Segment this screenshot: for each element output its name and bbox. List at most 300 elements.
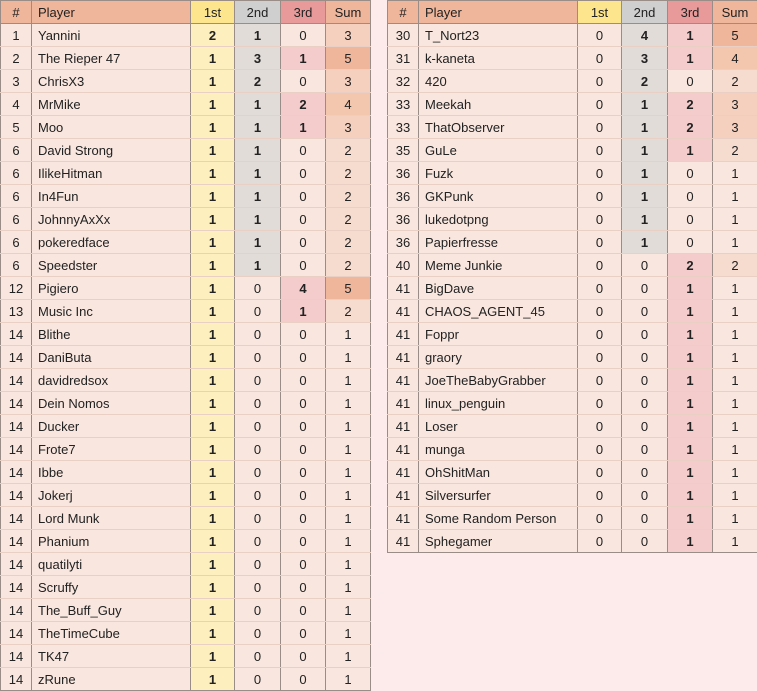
second-place-count-cell: 4 bbox=[622, 24, 668, 47]
first-place-count-cell: 0 bbox=[578, 369, 622, 392]
player-name-cell: OhShitMan bbox=[419, 461, 578, 484]
third-place-count-cell: 0 bbox=[281, 185, 326, 208]
rank-cell: 41 bbox=[388, 438, 419, 461]
second-place-count-cell: 1 bbox=[235, 185, 281, 208]
first-place-count-cell: 1 bbox=[191, 668, 235, 691]
first-place-count-cell: 1 bbox=[191, 530, 235, 553]
third-place-count-cell: 1 bbox=[668, 415, 713, 438]
player-name-cell: Some Random Person bbox=[419, 507, 578, 530]
sum-cell: 3 bbox=[326, 24, 371, 47]
table-row bbox=[1, 392, 371, 415]
first-place-count-cell: 1 bbox=[191, 461, 235, 484]
player-name-cell: Pigiero bbox=[32, 277, 191, 300]
player-name-cell: IlikeHitman bbox=[32, 162, 191, 185]
sum-header: Sum bbox=[713, 1, 757, 24]
second-place-count-cell: 1 bbox=[622, 231, 668, 254]
second-place-count-cell: 0 bbox=[622, 323, 668, 346]
player-name-cell: GKPunk bbox=[419, 185, 578, 208]
sum-cell: 5 bbox=[326, 47, 371, 70]
leaderboard-body-right bbox=[388, 24, 757, 553]
sum-cell: 2 bbox=[326, 231, 371, 254]
player-name-cell: Meekah bbox=[419, 93, 578, 116]
table-row bbox=[388, 231, 757, 254]
sum-cell: 2 bbox=[326, 162, 371, 185]
third-place-count-cell: 2 bbox=[668, 93, 713, 116]
second-place-count-cell: 1 bbox=[622, 162, 668, 185]
second-place-count-cell: 0 bbox=[235, 461, 281, 484]
table-row bbox=[1, 622, 371, 645]
third-place-count-cell: 1 bbox=[668, 530, 713, 553]
second-place-count-cell: 0 bbox=[622, 254, 668, 277]
third-place-count-cell: 1 bbox=[668, 277, 713, 300]
second-place-header: 2nd bbox=[235, 1, 281, 24]
second-place-count-cell: 0 bbox=[235, 622, 281, 645]
player-name-cell: munga bbox=[419, 438, 578, 461]
player-name-cell: zRune bbox=[32, 668, 191, 691]
rank-cell: 41 bbox=[388, 300, 419, 323]
rank-cell: 1 bbox=[1, 24, 32, 47]
sum-cell: 1 bbox=[713, 438, 757, 461]
table-row bbox=[388, 208, 757, 231]
sum-cell: 2 bbox=[713, 70, 757, 93]
first-place-count-cell: 0 bbox=[578, 438, 622, 461]
player-name-cell: graory bbox=[419, 346, 578, 369]
third-place-count-cell: 0 bbox=[281, 369, 326, 392]
table-row bbox=[1, 553, 371, 576]
rank-cell: 14 bbox=[1, 553, 32, 576]
player-name-cell: Loser bbox=[419, 415, 578, 438]
first-place-count-cell: 0 bbox=[578, 162, 622, 185]
sum-cell: 1 bbox=[326, 507, 371, 530]
third-place-count-cell: 0 bbox=[668, 185, 713, 208]
sum-cell: 1 bbox=[326, 461, 371, 484]
sum-cell: 2 bbox=[713, 254, 757, 277]
sum-cell: 3 bbox=[326, 116, 371, 139]
player-name-cell: DaniButa bbox=[32, 346, 191, 369]
table-row bbox=[388, 507, 757, 530]
table-row bbox=[388, 254, 757, 277]
player-name-cell: lukedotpng bbox=[419, 208, 578, 231]
third-place-header: 3rd bbox=[668, 1, 713, 24]
third-place-count-cell: 0 bbox=[281, 162, 326, 185]
third-place-count-cell: 0 bbox=[281, 231, 326, 254]
first-place-count-cell: 1 bbox=[191, 254, 235, 277]
rank-cell: 13 bbox=[1, 300, 32, 323]
second-place-count-cell: 1 bbox=[235, 162, 281, 185]
table-row bbox=[1, 24, 371, 47]
third-place-count-cell: 0 bbox=[281, 668, 326, 691]
table-row bbox=[1, 415, 371, 438]
sum-cell: 2 bbox=[713, 139, 757, 162]
sum-cell: 1 bbox=[326, 323, 371, 346]
first-place-count-cell: 1 bbox=[191, 599, 235, 622]
player-name-cell: davidredsox bbox=[32, 369, 191, 392]
table-row bbox=[388, 277, 757, 300]
first-place-count-cell: 0 bbox=[578, 185, 622, 208]
rank-cell: 41 bbox=[388, 369, 419, 392]
first-place-header: 1st bbox=[191, 1, 235, 24]
second-place-count-cell: 0 bbox=[235, 392, 281, 415]
rank-cell: 32 bbox=[388, 70, 419, 93]
first-place-count-cell: 1 bbox=[191, 346, 235, 369]
table-row bbox=[1, 254, 371, 277]
rank-cell: 2 bbox=[1, 47, 32, 70]
player-name-cell: Moo bbox=[32, 116, 191, 139]
table-row bbox=[1, 47, 371, 70]
rank-cell: 6 bbox=[1, 185, 32, 208]
player-name-cell: pokeredface bbox=[32, 231, 191, 254]
player-name-cell: ThatObserver bbox=[419, 116, 578, 139]
table-row bbox=[388, 484, 757, 507]
second-place-count-cell: 0 bbox=[622, 530, 668, 553]
leaderboard-table-right bbox=[387, 0, 757, 553]
third-place-count-cell: 4 bbox=[281, 277, 326, 300]
player-name-cell: Music Inc bbox=[32, 300, 191, 323]
table-row bbox=[1, 576, 371, 599]
first-place-count-cell: 1 bbox=[191, 369, 235, 392]
rank-cell: 14 bbox=[1, 484, 32, 507]
table-row bbox=[1, 438, 371, 461]
rank-cell: 41 bbox=[388, 392, 419, 415]
third-place-count-cell: 1 bbox=[668, 139, 713, 162]
second-place-count-cell: 0 bbox=[622, 346, 668, 369]
third-place-count-cell: 1 bbox=[668, 392, 713, 415]
rank-cell: 12 bbox=[1, 277, 32, 300]
table-row bbox=[1, 277, 371, 300]
sum-cell: 4 bbox=[326, 93, 371, 116]
sum-cell: 1 bbox=[326, 668, 371, 691]
second-place-count-cell: 0 bbox=[622, 461, 668, 484]
sum-cell: 1 bbox=[326, 599, 371, 622]
rank-header: # bbox=[388, 1, 419, 24]
first-place-count-cell: 2 bbox=[191, 24, 235, 47]
second-place-count-cell: 1 bbox=[622, 116, 668, 139]
rank-cell: 41 bbox=[388, 346, 419, 369]
player-name-cell: 420 bbox=[419, 70, 578, 93]
second-place-count-cell: 0 bbox=[622, 277, 668, 300]
third-place-count-cell: 0 bbox=[668, 208, 713, 231]
rank-cell: 40 bbox=[388, 254, 419, 277]
player-name-cell: ChrisX3 bbox=[32, 70, 191, 93]
rank-cell: 14 bbox=[1, 530, 32, 553]
player-name-cell: The Rieper 47 bbox=[32, 47, 191, 70]
second-place-count-cell: 3 bbox=[622, 47, 668, 70]
sum-cell: 1 bbox=[713, 346, 757, 369]
player-name-cell: Yannini bbox=[32, 24, 191, 47]
sum-cell: 1 bbox=[326, 553, 371, 576]
first-place-count-cell: 1 bbox=[191, 277, 235, 300]
third-place-count-cell: 1 bbox=[668, 47, 713, 70]
rank-cell: 36 bbox=[388, 208, 419, 231]
rank-cell: 31 bbox=[388, 47, 419, 70]
third-place-count-cell: 0 bbox=[281, 346, 326, 369]
rank-cell: 14 bbox=[1, 576, 32, 599]
third-place-count-cell: 2 bbox=[281, 93, 326, 116]
rank-cell: 33 bbox=[388, 116, 419, 139]
player-name-cell: Scruffy bbox=[32, 576, 191, 599]
first-place-count-cell: 1 bbox=[191, 70, 235, 93]
rank-cell: 5 bbox=[1, 116, 32, 139]
sum-cell: 1 bbox=[713, 323, 757, 346]
table-row bbox=[1, 93, 371, 116]
table-row bbox=[1, 70, 371, 93]
sum-cell: 2 bbox=[326, 185, 371, 208]
first-place-count-cell: 1 bbox=[191, 208, 235, 231]
table-row bbox=[1, 300, 371, 323]
player-name-cell: Ibbe bbox=[32, 461, 191, 484]
second-place-count-cell: 0 bbox=[622, 300, 668, 323]
rank-cell: 41 bbox=[388, 484, 419, 507]
rank-cell: 6 bbox=[1, 139, 32, 162]
rank-cell: 41 bbox=[388, 323, 419, 346]
player-name-cell: JoeTheBabyGrabber bbox=[419, 369, 578, 392]
sum-cell: 2 bbox=[326, 208, 371, 231]
second-place-count-cell: 0 bbox=[235, 369, 281, 392]
third-place-count-cell: 0 bbox=[281, 208, 326, 231]
player-name-cell: CHAOS_AGENT_45 bbox=[419, 300, 578, 323]
rank-cell: 14 bbox=[1, 438, 32, 461]
sum-cell: 1 bbox=[713, 231, 757, 254]
sum-cell: 3 bbox=[326, 70, 371, 93]
third-place-count-cell: 0 bbox=[281, 24, 326, 47]
second-place-count-cell: 0 bbox=[235, 323, 281, 346]
second-place-count-cell: 0 bbox=[235, 346, 281, 369]
player-name-cell: Speedster bbox=[32, 254, 191, 277]
first-place-count-cell: 0 bbox=[578, 254, 622, 277]
second-place-count-cell: 1 bbox=[622, 93, 668, 116]
player-name-cell: k-kaneta bbox=[419, 47, 578, 70]
second-place-count-cell: 0 bbox=[622, 484, 668, 507]
third-place-count-cell: 0 bbox=[281, 645, 326, 668]
player-name-cell: linux_penguin bbox=[419, 392, 578, 415]
second-place-count-cell: 0 bbox=[235, 277, 281, 300]
table-row bbox=[388, 185, 757, 208]
first-place-count-cell: 0 bbox=[578, 346, 622, 369]
third-place-count-cell: 1 bbox=[668, 461, 713, 484]
player-name-cell: JohnnyAxXx bbox=[32, 208, 191, 231]
header-row bbox=[388, 1, 757, 24]
sum-header: Sum bbox=[326, 1, 371, 24]
first-place-count-cell: 1 bbox=[191, 576, 235, 599]
second-place-count-cell: 0 bbox=[235, 576, 281, 599]
header-row bbox=[1, 1, 371, 24]
table-row bbox=[388, 392, 757, 415]
table-row bbox=[388, 162, 757, 185]
third-place-count-cell: 0 bbox=[281, 70, 326, 93]
rank-cell: 41 bbox=[388, 507, 419, 530]
player-name-cell: Papierfresse bbox=[419, 231, 578, 254]
second-place-count-cell: 1 bbox=[235, 116, 281, 139]
first-place-count-cell: 1 bbox=[191, 392, 235, 415]
rank-cell: 36 bbox=[388, 162, 419, 185]
table-row bbox=[1, 185, 371, 208]
third-place-count-cell: 0 bbox=[281, 415, 326, 438]
second-place-count-cell: 0 bbox=[235, 415, 281, 438]
table-row bbox=[388, 369, 757, 392]
player-name-cell: MrMike bbox=[32, 93, 191, 116]
third-place-count-cell: 1 bbox=[668, 24, 713, 47]
third-place-count-cell: 0 bbox=[281, 507, 326, 530]
sum-cell: 1 bbox=[713, 392, 757, 415]
table-row bbox=[1, 116, 371, 139]
third-place-count-cell: 0 bbox=[281, 461, 326, 484]
sum-cell: 2 bbox=[326, 300, 371, 323]
sum-cell: 1 bbox=[713, 208, 757, 231]
third-place-count-cell: 1 bbox=[668, 507, 713, 530]
first-place-count-cell: 1 bbox=[191, 507, 235, 530]
table-row bbox=[1, 162, 371, 185]
first-place-count-cell: 0 bbox=[578, 484, 622, 507]
second-place-count-cell: 0 bbox=[622, 415, 668, 438]
sum-cell: 1 bbox=[713, 530, 757, 553]
player-name-cell: TheTimeCube bbox=[32, 622, 191, 645]
second-place-count-cell: 1 bbox=[622, 139, 668, 162]
second-place-count-cell: 0 bbox=[235, 300, 281, 323]
second-place-count-cell: 0 bbox=[235, 507, 281, 530]
table-row bbox=[1, 346, 371, 369]
first-place-count-cell: 1 bbox=[191, 116, 235, 139]
table-row bbox=[388, 93, 757, 116]
third-place-count-cell: 0 bbox=[281, 392, 326, 415]
first-place-count-cell: 1 bbox=[191, 231, 235, 254]
player-name-cell: GuLe bbox=[419, 139, 578, 162]
rank-cell: 14 bbox=[1, 668, 32, 691]
sum-cell: 1 bbox=[326, 576, 371, 599]
first-place-count-cell: 1 bbox=[191, 323, 235, 346]
sum-cell: 1 bbox=[713, 484, 757, 507]
first-place-count-cell: 0 bbox=[578, 461, 622, 484]
sum-cell: 3 bbox=[713, 116, 757, 139]
player-name-cell: Jokerj bbox=[32, 484, 191, 507]
player-name-cell: Foppr bbox=[419, 323, 578, 346]
rank-cell: 36 bbox=[388, 185, 419, 208]
sum-cell: 1 bbox=[713, 507, 757, 530]
leaderboard-body-left bbox=[1, 24, 371, 691]
rank-cell: 35 bbox=[388, 139, 419, 162]
sum-cell: 1 bbox=[713, 461, 757, 484]
third-place-count-cell: 0 bbox=[281, 254, 326, 277]
sum-cell: 1 bbox=[326, 530, 371, 553]
sum-cell: 1 bbox=[713, 277, 757, 300]
player-name-cell: Ducker bbox=[32, 415, 191, 438]
table-row bbox=[1, 530, 371, 553]
first-place-count-cell: 0 bbox=[578, 300, 622, 323]
player-name-cell: David Strong bbox=[32, 139, 191, 162]
player-name-cell: Sphegamer bbox=[419, 530, 578, 553]
first-place-header: 1st bbox=[578, 1, 622, 24]
third-place-count-cell: 1 bbox=[668, 346, 713, 369]
table-row bbox=[388, 530, 757, 553]
third-place-count-cell: 1 bbox=[668, 323, 713, 346]
rank-header: # bbox=[1, 1, 32, 24]
first-place-count-cell: 1 bbox=[191, 300, 235, 323]
rank-cell: 14 bbox=[1, 461, 32, 484]
rank-cell: 14 bbox=[1, 599, 32, 622]
third-place-count-cell: 1 bbox=[668, 438, 713, 461]
rank-cell: 14 bbox=[1, 369, 32, 392]
first-place-count-cell: 0 bbox=[578, 70, 622, 93]
sum-cell: 5 bbox=[326, 277, 371, 300]
rank-cell: 3 bbox=[1, 70, 32, 93]
player-name-cell: TK47 bbox=[32, 645, 191, 668]
table-row bbox=[1, 208, 371, 231]
sum-cell: 1 bbox=[326, 484, 371, 507]
sum-cell: 1 bbox=[326, 645, 371, 668]
third-place-count-cell: 1 bbox=[668, 484, 713, 507]
table-row bbox=[1, 139, 371, 162]
second-place-count-cell: 0 bbox=[235, 484, 281, 507]
first-place-count-cell: 0 bbox=[578, 530, 622, 553]
table-row bbox=[388, 323, 757, 346]
player-name-cell: T_Nort23 bbox=[419, 24, 578, 47]
second-place-header: 2nd bbox=[622, 1, 668, 24]
first-place-count-cell: 1 bbox=[191, 438, 235, 461]
second-place-count-cell: 1 bbox=[235, 93, 281, 116]
first-place-count-cell: 0 bbox=[578, 47, 622, 70]
first-place-count-cell: 0 bbox=[578, 24, 622, 47]
first-place-count-cell: 1 bbox=[191, 645, 235, 668]
table-row bbox=[1, 599, 371, 622]
player-name-cell: Phanium bbox=[32, 530, 191, 553]
first-place-count-cell: 1 bbox=[191, 553, 235, 576]
player-header: Player bbox=[419, 1, 578, 24]
rank-cell: 6 bbox=[1, 231, 32, 254]
sum-cell: 4 bbox=[713, 47, 757, 70]
first-place-count-cell: 0 bbox=[578, 208, 622, 231]
third-place-count-cell: 1 bbox=[668, 300, 713, 323]
player-name-cell: quatilyti bbox=[32, 553, 191, 576]
sum-cell: 2 bbox=[326, 139, 371, 162]
third-place-count-cell: 0 bbox=[668, 231, 713, 254]
table-row bbox=[388, 70, 757, 93]
table-row bbox=[388, 116, 757, 139]
first-place-count-cell: 0 bbox=[578, 323, 622, 346]
second-place-count-cell: 0 bbox=[622, 507, 668, 530]
third-place-header: 3rd bbox=[281, 1, 326, 24]
third-place-count-cell: 2 bbox=[668, 116, 713, 139]
sum-cell: 1 bbox=[326, 622, 371, 645]
first-place-count-cell: 0 bbox=[578, 507, 622, 530]
rank-cell: 4 bbox=[1, 93, 32, 116]
second-place-count-cell: 1 bbox=[235, 139, 281, 162]
table-row bbox=[1, 668, 371, 691]
second-place-count-cell: 1 bbox=[235, 254, 281, 277]
table-row bbox=[388, 438, 757, 461]
rank-cell: 41 bbox=[388, 461, 419, 484]
rank-cell: 41 bbox=[388, 530, 419, 553]
rank-cell: 14 bbox=[1, 622, 32, 645]
first-place-count-cell: 1 bbox=[191, 484, 235, 507]
second-place-count-cell: 0 bbox=[235, 530, 281, 553]
third-place-count-cell: 0 bbox=[281, 323, 326, 346]
second-place-count-cell: 0 bbox=[622, 392, 668, 415]
player-name-cell: The_Buff_Guy bbox=[32, 599, 191, 622]
second-place-count-cell: 1 bbox=[235, 231, 281, 254]
first-place-count-cell: 1 bbox=[191, 93, 235, 116]
table-row bbox=[1, 645, 371, 668]
player-name-cell: BigDave bbox=[419, 277, 578, 300]
first-place-count-cell: 1 bbox=[191, 162, 235, 185]
sum-cell: 2 bbox=[326, 254, 371, 277]
second-place-count-cell: 1 bbox=[235, 24, 281, 47]
sum-cell: 1 bbox=[713, 415, 757, 438]
second-place-count-cell: 1 bbox=[235, 208, 281, 231]
player-name-cell: Lord Munk bbox=[32, 507, 191, 530]
player-header: Player bbox=[32, 1, 191, 24]
rank-cell: 30 bbox=[388, 24, 419, 47]
third-place-count-cell: 0 bbox=[668, 70, 713, 93]
first-place-count-cell: 0 bbox=[578, 277, 622, 300]
